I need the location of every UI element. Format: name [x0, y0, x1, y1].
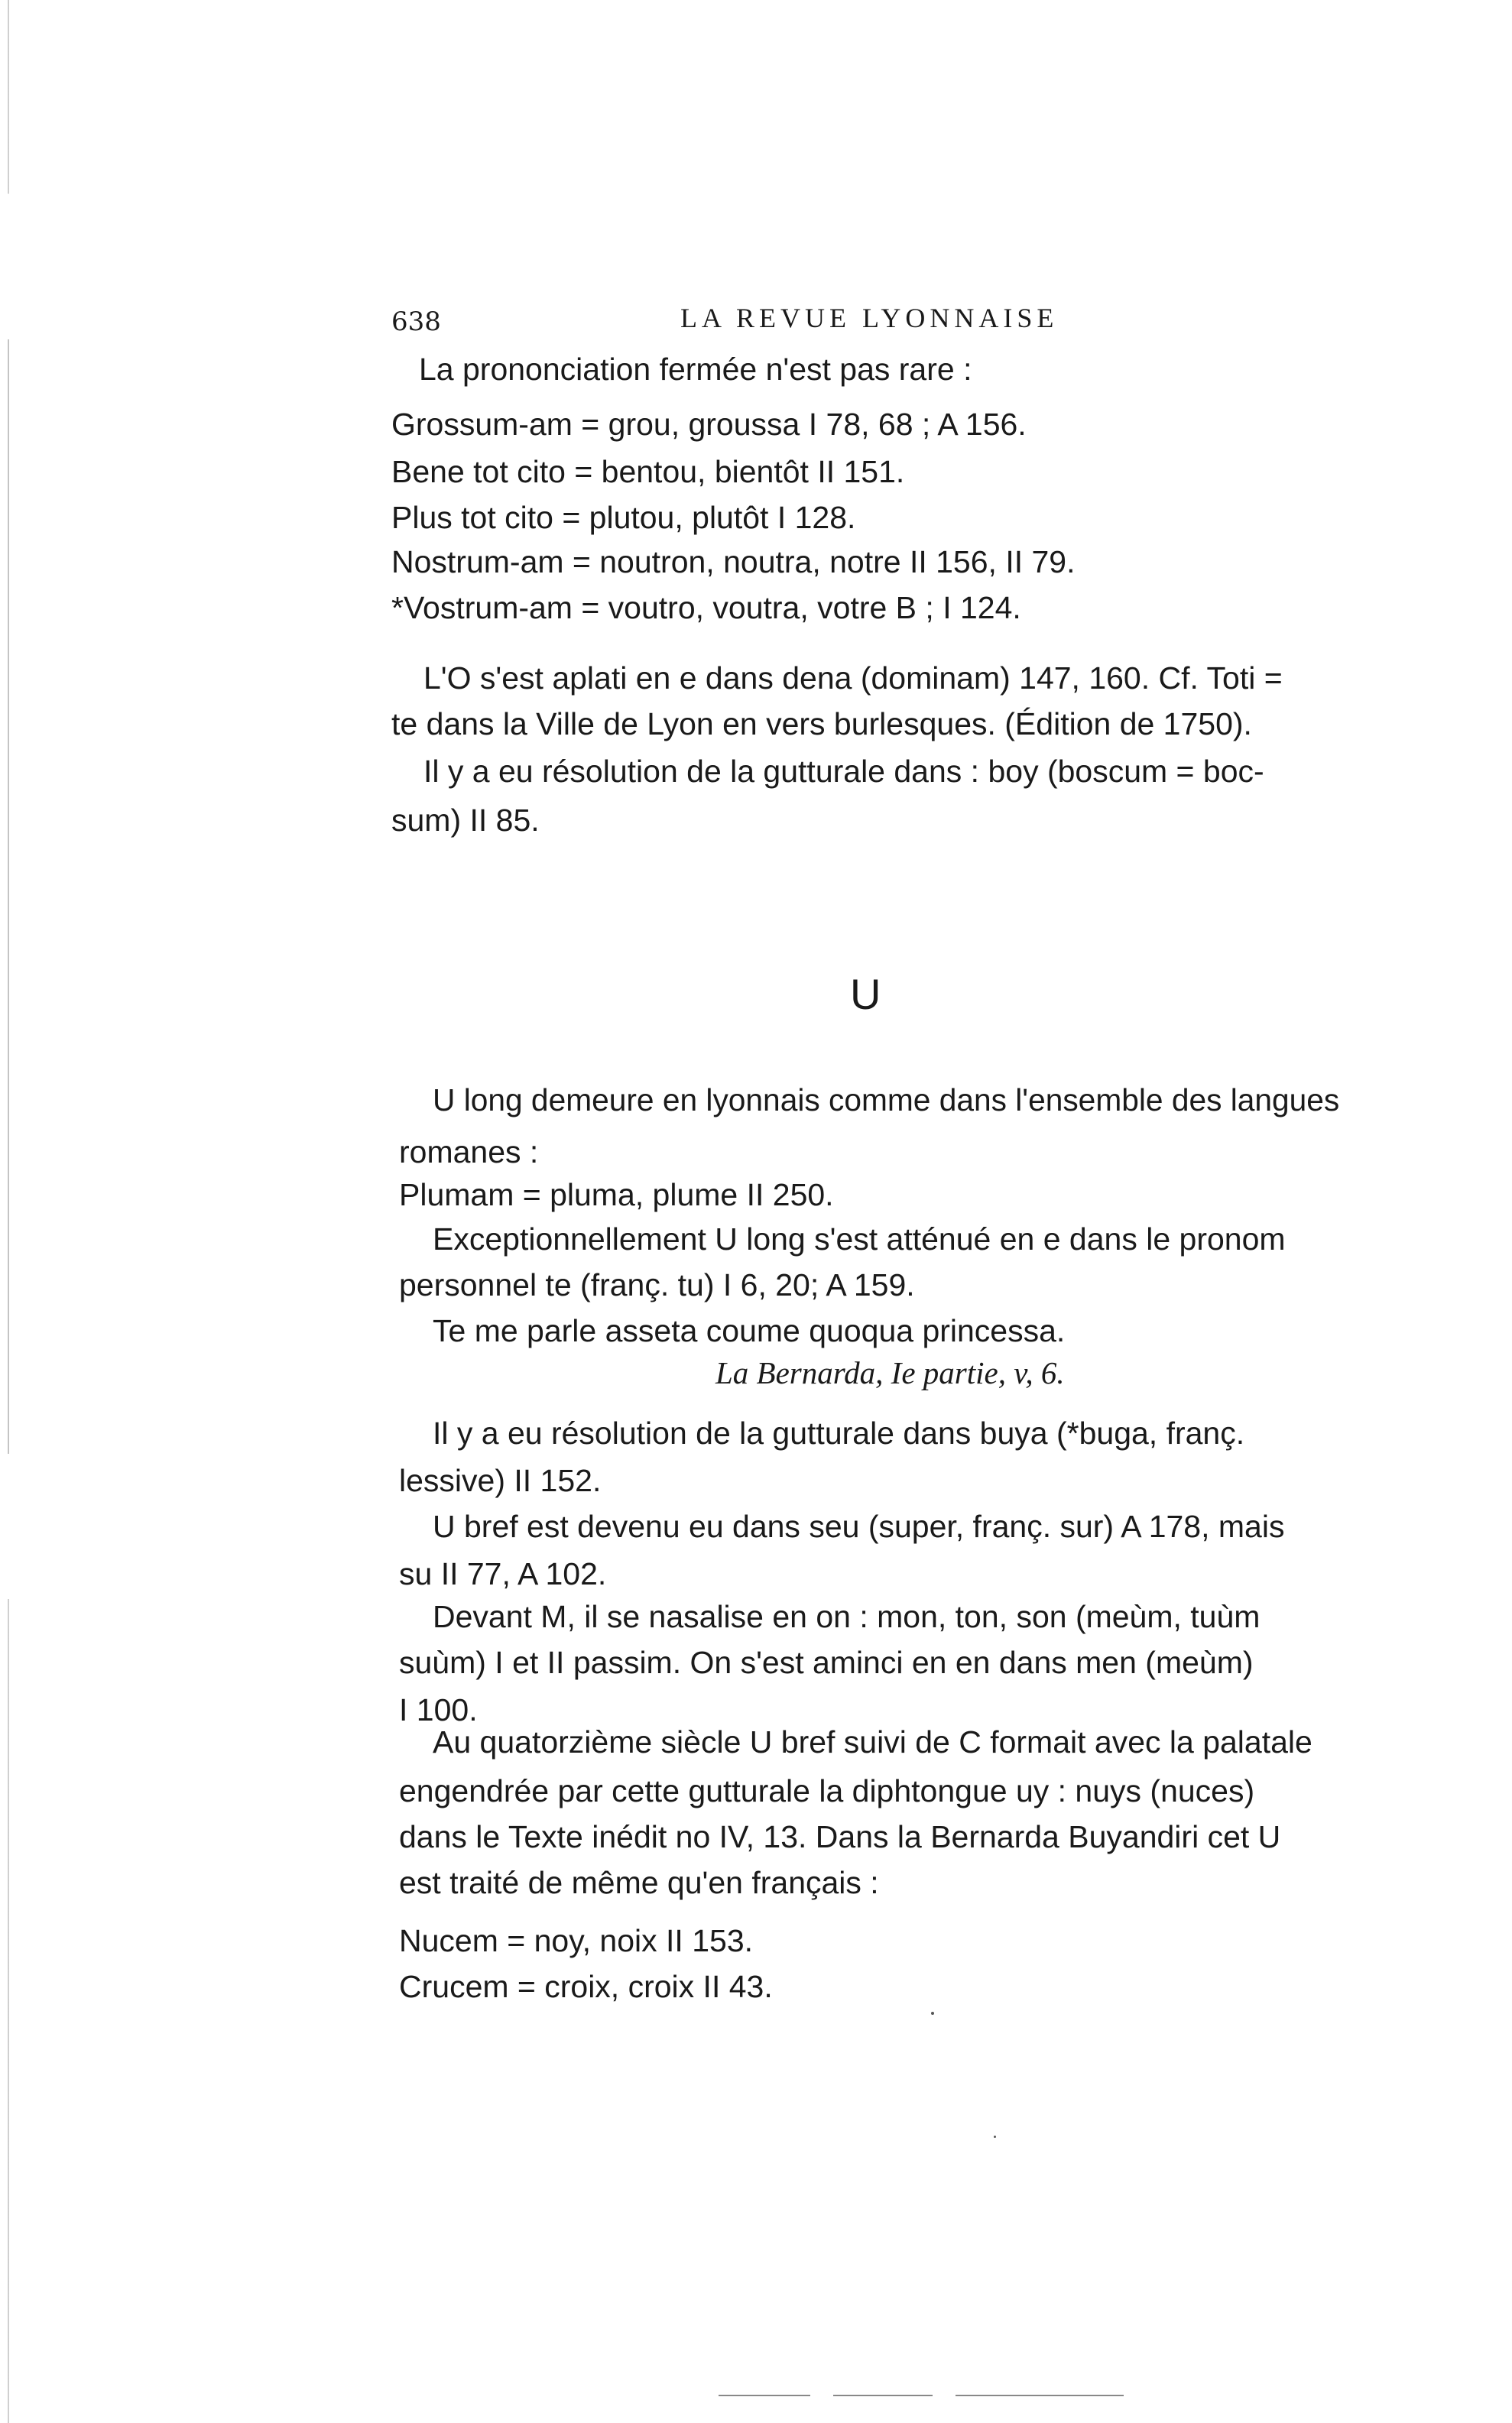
text-line: engendrée par cette gutturale la diphtongue uy : nuys (nuces) — [399, 1773, 1255, 1808]
page-bottom-rule — [719, 2395, 810, 2396]
ink-speck — [931, 2012, 934, 2015]
citation-line: La Bernarda, Ie partie, v, 6. — [715, 1355, 1065, 1390]
text-line: dans le Texte inédit no IV, 13. Dans la Bernarda Buyandiri cet U — [399, 1819, 1281, 1854]
text-line: Exceptionnellement U long s'est atténué en e dans le pronom — [433, 1221, 1286, 1257]
text-line: Te me parle asseta coume quoqua princessa. — [433, 1313, 1066, 1348]
text-line: te dans la Ville de Lyon en vers burlesques. (Édition de 1750). — [391, 706, 1252, 741]
ink-speck — [994, 2136, 996, 2138]
text-line: Nucem = noy, noix II 153. — [399, 1923, 754, 1958]
text-line: Il y a eu résolution de la gutturale dans : boy (boscum = boc- — [423, 754, 1264, 789]
text-line: U bref est devenu eu dans seu (super, franç. sur) A 178, mais — [433, 1509, 1285, 1544]
text-line: U long demeure en lyonnais comme dans l'ensemble des langues — [433, 1082, 1340, 1117]
text-line: Plumam = pluma, plume II 250. — [399, 1177, 834, 1212]
running-head: LA REVUE LYONNAISE — [680, 303, 1059, 333]
text-line: Il y a eu résolution de la gutturale dans buya (*buga, franç. — [433, 1416, 1245, 1451]
text-line: Grossum-am = grou, groussa I 78, 68 ; A 156. — [391, 407, 1027, 442]
text-line: *Vostrum-am = voutro, voutra, votre B ; I 124. — [391, 590, 1021, 625]
page-bottom-rule — [833, 2395, 933, 2396]
binding-edge — [8, 0, 9, 2423]
text-line: romanes : — [399, 1134, 539, 1169]
text-line: suùm) I et II passim. On s'est aminci en en dans men (meùm) — [399, 1645, 1254, 1680]
text-line: Bene tot cito = bentou, bientôt II 151. — [391, 454, 905, 489]
section-heading: U — [850, 970, 881, 1018]
text-line: Nostrum-am = noutron, noutra, notre II 156, II 79. — [391, 544, 1076, 579]
text-line: su II 77, A 102. — [399, 1556, 607, 1591]
text-line: Crucem = croix, croix II 43. — [399, 1969, 773, 2004]
text-line: I 100. — [399, 1692, 478, 1727]
text-line: Devant M, il se nasalise en on : mon, ton, son (meùm, tuùm — [433, 1599, 1261, 1634]
text-line: est traité de même qu'en français : — [399, 1865, 879, 1900]
page-bottom-rule — [956, 2395, 1124, 2396]
text-line: La prononciation fermée n'est pas rare : — [419, 352, 972, 387]
text-line: Plus tot cito = plutou, plutôt I 128. — [391, 500, 856, 535]
page-header — [0, 302, 1512, 348]
text-line: Au quatorzième siècle U bref suivi de C formait avec la palatale — [433, 1724, 1312, 1760]
page-number: 638 — [391, 307, 441, 337]
text-line: lessive) II 152. — [399, 1463, 602, 1498]
text-line: sum) II 85. — [391, 803, 540, 838]
text-line: L'O s'est aplati en e dans dena (dominam) 147, 160. Cf. Toti = — [423, 660, 1283, 696]
text-line: personnel te (franç. tu) I 6, 20; A 159. — [399, 1267, 915, 1302]
